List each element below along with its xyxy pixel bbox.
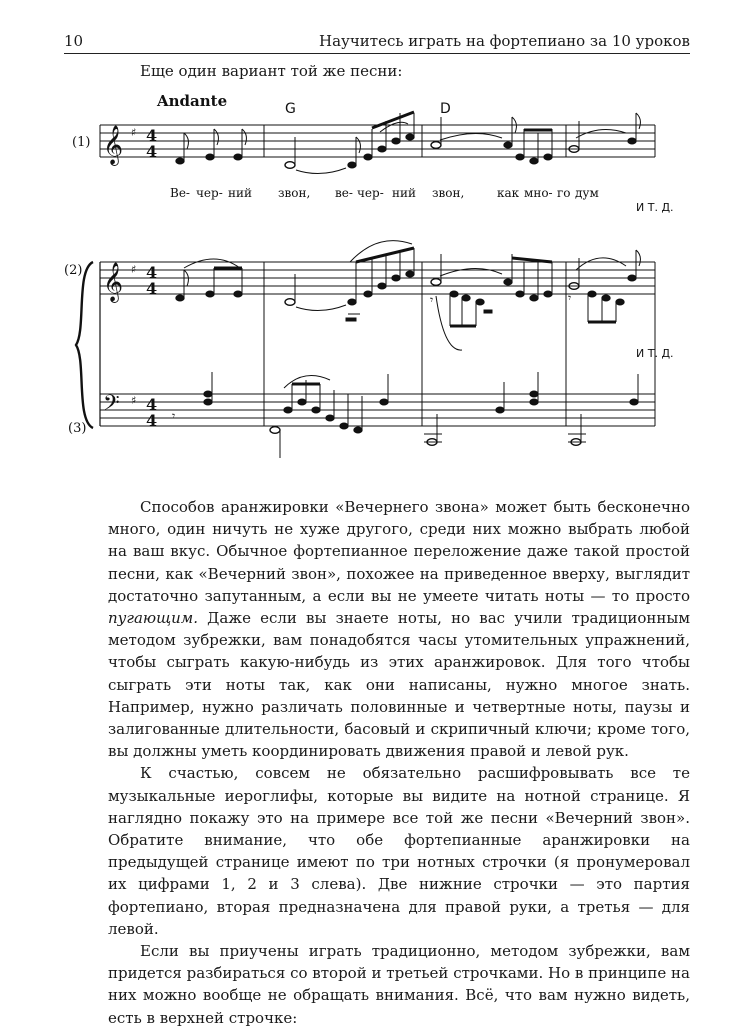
paragraph: Если вы приучены играть традиционно, методом зубрежки, вам придется разбираться со второй и третьей строчками. Но в принципе на них можно вообще не обращать внимания. Всё, что вам нужно видеть, есть в верхней строчке: — [108, 942, 690, 1027]
body-text — [108, 496, 690, 1029]
etc-label: И Т. Д. — [636, 347, 674, 360]
chord-symbol: G — [285, 101, 296, 117]
staff-3 — [100, 372, 655, 458]
staff-2 — [100, 241, 655, 426]
lyric-syllable: звон, — [432, 186, 465, 200]
lyric-syllable: ний — [228, 186, 252, 200]
staff-label-1: (1) — [72, 135, 91, 150]
grand-staff-brace — [76, 262, 93, 428]
etc-label: И Т. Д. — [636, 201, 674, 214]
svg-text:𝄾: 𝄾 — [568, 291, 572, 305]
paragraph: Способов аранжировки «Вечернего звона» может быть бесконечно много, один ничуть не хуже другого, среди них можно выбрать любой на ваш вкус. Обычное фортепианное переложение даже такой простой песни, как «Вечерний звон», похожее на приведенное вверху, выглядит достаточно запутанным, а если вы не умеете читать ноты — то просто пугающим. Даже если вы знаете ноты, но вас учили традиционным методом зубрежки, вам понадобятся часы утомительных упражнений, чтобы сыграть какую-нибудь из этих аранжировок. Для того чтобы сыграть эти ноты так, как они написаны, нужно многое знать. Например, нужно различать половинные и четвертные ноты, паузы и залигованные длительности, басовый и скрипичный ключи; кроме того, вы должны уметь координировать движения правой и левой рук. — [108, 498, 690, 761]
svg-text:𝄾: 𝄾 — [430, 293, 434, 307]
lyric-syllable: дум — [575, 186, 599, 200]
svg-text:𝄞: 𝄞 — [103, 125, 124, 165]
chord-symbol: D — [440, 101, 451, 117]
lyric-syllable: как — [497, 186, 520, 200]
svg-text:4: 4 — [146, 411, 158, 430]
staff-1 — [100, 112, 655, 174]
lyric-syllable: звон, — [278, 186, 311, 200]
sheet-music — [0, 0, 738, 470]
lyric-syllable: ний — [392, 186, 416, 200]
tempo-marking: Andante — [157, 92, 228, 110]
lyric-syllable: чер- — [196, 186, 223, 200]
svg-text:4: 4 — [146, 279, 158, 298]
svg-text:♯: ♯ — [131, 394, 137, 407]
svg-text:𝄢: 𝄢 — [103, 391, 120, 421]
svg-text:4: 4 — [146, 263, 158, 282]
staff-label-2: (2) — [64, 263, 83, 278]
svg-text:4: 4 — [146, 142, 158, 161]
lyric-syllable: мно- — [524, 186, 553, 200]
emphasis: пугающим. — [108, 609, 198, 628]
lyric-syllable: чер- — [357, 186, 384, 200]
svg-text:4: 4 — [146, 126, 158, 145]
lyric-syllable: Ве- — [170, 186, 190, 200]
book-title: Научитесь играть на фортепиано за 10 уроков — [319, 32, 690, 50]
intro-line: Еще один вариант той же песни: — [140, 62, 403, 80]
svg-text:4: 4 — [146, 395, 158, 414]
paragraph: К счастью, совсем не обязательно расшифровывать все те музыкальные иероглифы, которые вы видите на нотной странице. Я наглядно покажу это на примере все той же песни «Вечерний звон». Обратите внимание, что обе фортепианные аранжировки на предыдущей странице имеют по три нотных строчки (я пронумеровал их цифрами 1, 2 и 3 слева). Две нижние строчки — это партия фортепиано, вторая предназначена для правой руки, а третья — для левой. — [108, 764, 690, 938]
staff-label-3: (3) — [68, 421, 87, 436]
svg-text:♯: ♯ — [131, 263, 137, 276]
svg-text:𝄞: 𝄞 — [103, 262, 124, 302]
page-number: 10 — [64, 32, 84, 50]
svg-text:♯: ♯ — [131, 126, 137, 139]
svg-text:𝄾: 𝄾 — [172, 409, 176, 423]
lyric-syllable: ве- — [335, 186, 353, 200]
lyric-syllable: го — [557, 186, 571, 200]
